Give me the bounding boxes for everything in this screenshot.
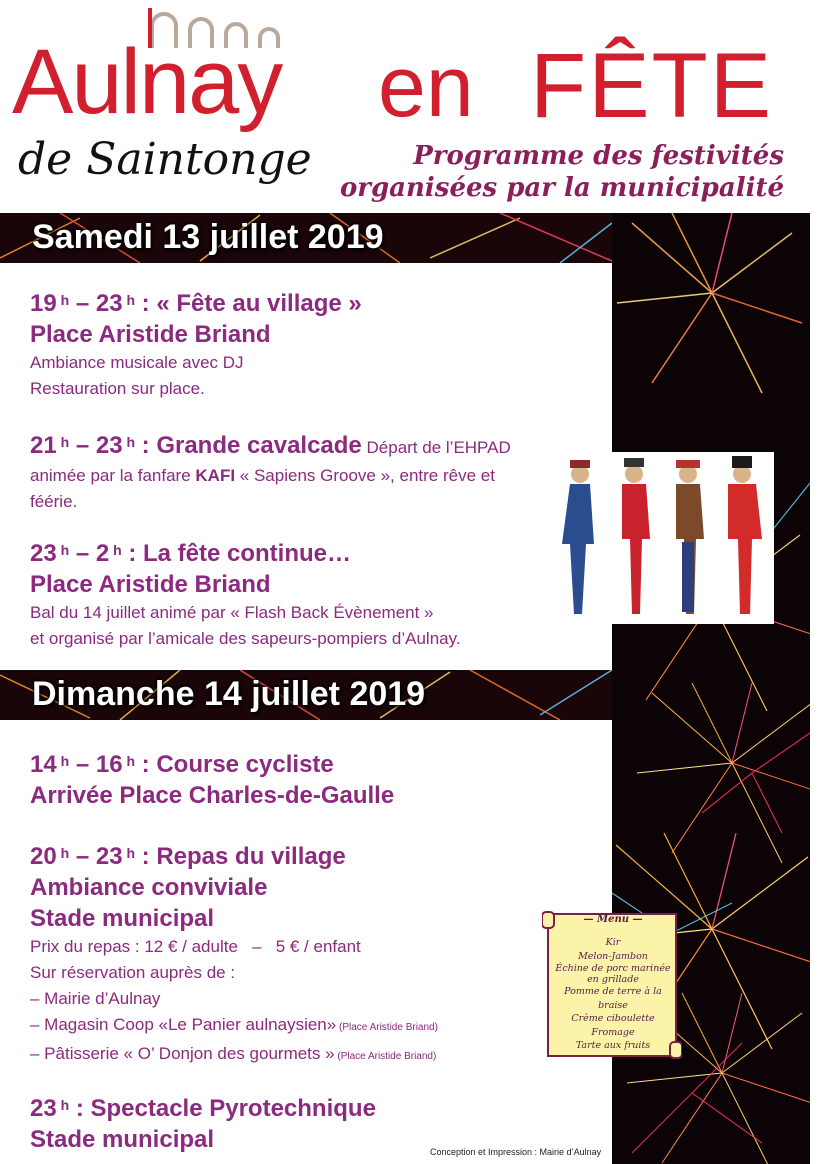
event-sun-2 [30, 838, 610, 1070]
hour-unit: h [60, 292, 70, 308]
event-detail [30, 463, 610, 489]
event-sat-2 [30, 427, 610, 515]
menu-item: Crème ciboulette [571, 1013, 655, 1024]
event-detail: Ambiance musicale avec DJ [30, 353, 244, 372]
event-sat-3-heading [30, 535, 610, 569]
logo-title: Aulnay [12, 31, 282, 133]
event-place: Arrivée Place Charles-de-Gaulle [30, 782, 395, 809]
reservation-label: Sur réservation auprès de : [30, 963, 236, 982]
saturday-events [0, 263, 612, 670]
subtitle-line-1: Programme des festivités [413, 141, 784, 171]
time-end: 16 [95, 751, 123, 778]
event-place: Stade municipal [30, 905, 215, 932]
menu-title: — Menu — [583, 914, 643, 925]
detail-part: animée par la fanfare [30, 466, 196, 485]
event-sat-1 [30, 285, 610, 402]
menu-item: Kir [605, 937, 621, 948]
event-sun-1-heading [30, 746, 610, 780]
time-sep: – [69, 290, 96, 317]
reservation-item: – Mairie d’Aulnay [30, 989, 161, 1008]
event-title: : Repas du village [135, 843, 346, 870]
header-en: en [378, 39, 474, 135]
menu-item: Pomme de terre à la braise [564, 986, 662, 1011]
event-sun-3-heading [30, 1090, 610, 1124]
time-start: 23 [30, 540, 57, 567]
time-end: 2 [95, 540, 110, 567]
shop-location: (Place Aristide Briand) [334, 1051, 437, 1062]
header-fete: FÊTE [530, 35, 774, 137]
reservation-item [30, 1041, 610, 1070]
time-sep: – [69, 540, 96, 567]
event-title: : Spectacle Pyrotechnique [69, 1095, 376, 1122]
time-end: 23 [95, 432, 123, 459]
time-sep: – [69, 751, 96, 778]
saturday-date: Samedi 13 juillet 2019 [32, 218, 384, 256]
hour-unit: h [126, 292, 135, 308]
hour-unit: h [126, 753, 135, 769]
event-detail: et organisé par l’amicale des sapeurs-pompiers d’Aulnay. [30, 629, 461, 648]
logo-subtitle: de Saintonge [18, 134, 312, 185]
event-place: Place Aristide Briand [30, 571, 271, 598]
menu-item: en grillade [587, 974, 639, 985]
event-detail: Restauration sur place. [30, 379, 205, 398]
time-start: 21 [30, 432, 57, 459]
time-sep: – [69, 843, 96, 870]
menu-items [552, 936, 674, 1053]
shop-name: – Pâtisserie « O’ Donjon des gourmets » [30, 1044, 335, 1063]
reservation-item [30, 1012, 610, 1041]
time-start: 14 [30, 751, 57, 778]
sunday-events [0, 720, 612, 1164]
menu-item: Échine de porc marinée [555, 963, 671, 974]
credit-line: Conception et Impression : Mairie d’Aulnay [430, 1147, 602, 1157]
time-start: 23 [30, 1095, 57, 1122]
header-subtitle [330, 140, 784, 204]
event-detail: Bal du 14 juillet animé par « Flash Back Évènement » [30, 603, 434, 622]
event-place: Place Aristide Briand [30, 321, 271, 348]
band-name: KAFI [195, 466, 236, 485]
event-place: Stade municipal [30, 1126, 215, 1153]
event-subtitle: Ambiance conviviale [30, 874, 268, 901]
hour-unit: h [60, 845, 70, 861]
time-start: 20 [30, 843, 57, 870]
meal-price: Prix du repas : 12 € / adulte – 5 € / enfant [30, 937, 361, 956]
event-title: : La fête continue… [121, 540, 352, 567]
event-sun-3 [30, 1090, 610, 1155]
costumes-illustration [548, 452, 774, 624]
hour-unit: h [126, 845, 135, 861]
event-sat-2-heading [30, 427, 610, 463]
hour-unit: h [60, 753, 70, 769]
event-detail: féérie. [30, 492, 78, 511]
menu-scroll [542, 910, 682, 1060]
event-title: : Grande cavalcade [135, 432, 362, 459]
event-sun-1 [30, 746, 610, 811]
hour-unit: h [60, 434, 70, 450]
saturday-date-band [0, 213, 612, 263]
sunday-date-band [0, 670, 612, 720]
event-sat-1-heading [30, 285, 610, 319]
hour-unit: h [60, 1097, 70, 1113]
hour-unit: h [126, 434, 135, 450]
hour-unit: h [113, 542, 122, 558]
time-sep: – [69, 432, 96, 459]
event-departure: Départ de l’EHPAD [361, 438, 511, 457]
time-start: 19 [30, 290, 57, 317]
subtitle-line-2: organisées par la municipalité [339, 173, 784, 203]
menu-item: Fromage [591, 1026, 635, 1038]
event-title: : « Fête au village » [135, 290, 362, 317]
shop-name: – Magasin Coop «Le Panier aulnaysien» [30, 1015, 337, 1034]
menu-item: Tarte aux fruits [575, 1040, 651, 1051]
sunday-date: Dimanche 14 juillet 2019 [32, 675, 426, 713]
event-sat-3 [30, 535, 610, 652]
time-end: 23 [95, 843, 123, 870]
shop-location: (Place Aristide Briand) [336, 1022, 438, 1033]
event-sun-2-heading [30, 838, 610, 872]
menu-item: Melon-Jambon [578, 950, 648, 962]
hour-unit: h [60, 542, 70, 558]
time-end: 23 [95, 290, 123, 317]
event-title: : Course cycliste [135, 751, 334, 778]
detail-part: « Sapiens Groove », entre rêve et [235, 466, 495, 485]
